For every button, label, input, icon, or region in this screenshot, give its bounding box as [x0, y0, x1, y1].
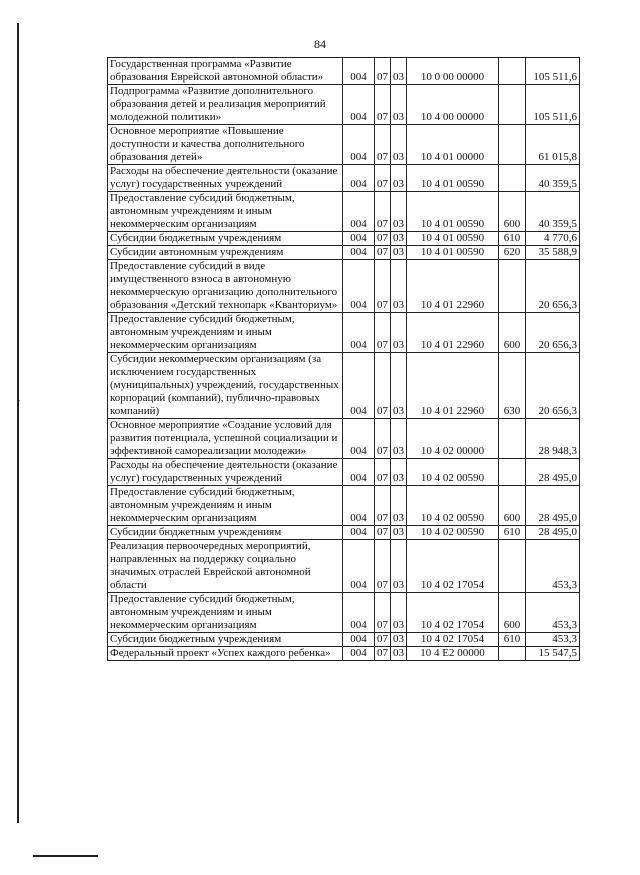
amount: 61 015,8 — [526, 125, 580, 165]
amount: 453,3 — [526, 593, 580, 633]
row-name: Предоставление субсидий бюджетным, автономным учреждениям и иным некоммерческим организациям — [108, 313, 343, 353]
table-row — [108, 313, 580, 353]
subsection-code: 03 — [391, 486, 407, 526]
table-row — [108, 165, 580, 192]
subsection-code: 03 — [391, 633, 407, 647]
target-article-code: 10 4 01 00000 — [407, 125, 499, 165]
row-name: Субсидии бюджетным учреждениям — [108, 232, 343, 246]
ministry-code: 004 — [343, 165, 375, 192]
expense-type-code: 600 — [499, 313, 526, 353]
amount: 20 656,3 — [526, 353, 580, 419]
target-article-code: 10 4 01 00590 — [407, 246, 499, 260]
target-article-code: 10 4 01 22960 — [407, 260, 499, 313]
ministry-code: 004 — [343, 246, 375, 260]
row-name: Предоставление субсидий бюджетным, автономным учреждениям и иным некоммерческим организациям — [108, 593, 343, 633]
target-article-code: 10 4 01 00590 — [407, 165, 499, 192]
table-row — [108, 232, 580, 246]
row-name: Субсидии бюджетным учреждениям — [108, 633, 343, 647]
amount: 35 588,9 — [526, 246, 580, 260]
ministry-code: 004 — [343, 419, 375, 459]
row-name: Предоставление субсидий в виде имущественного взноса в автономную некоммерческую организацию дополнительного образования «Детский технопарк «Кванториум» — [108, 260, 343, 313]
amount: 40 359,5 — [526, 165, 580, 192]
section-code: 07 — [375, 85, 391, 125]
expense-type-code: 630 — [499, 353, 526, 419]
section-code: 07 — [375, 313, 391, 353]
ministry-code: 004 — [343, 58, 375, 85]
expense-type-code — [499, 260, 526, 313]
ministry-code: 004 — [343, 313, 375, 353]
amount: 15 547,5 — [526, 647, 580, 661]
target-article-code: 10 0 00 00000 — [407, 58, 499, 85]
table-row — [108, 260, 580, 313]
section-code: 07 — [375, 232, 391, 246]
row-name: Основное мероприятие «Повышение доступности и качества дополнительного образования детей» — [108, 125, 343, 165]
expense-type-code: 610 — [499, 526, 526, 540]
target-article-code: 10 4 01 22960 — [407, 313, 499, 353]
section-code: 07 — [375, 419, 391, 459]
table-row — [108, 526, 580, 540]
table-row — [108, 58, 580, 85]
section-code: 07 — [375, 633, 391, 647]
ministry-code: 004 — [343, 459, 375, 486]
amount: 28 495,0 — [526, 526, 580, 540]
section-code: 07 — [375, 58, 391, 85]
row-name: Предоставление субсидий бюджетным, автономным учреждениям и иным некоммерческим организациям — [108, 192, 343, 232]
subsection-code: 03 — [391, 540, 407, 593]
subsection-code: 03 — [391, 58, 407, 85]
amount: 28 948,3 — [526, 419, 580, 459]
ministry-code: 004 — [343, 85, 375, 125]
amount: 105 511,6 — [526, 85, 580, 125]
subsection-code: 03 — [391, 353, 407, 419]
table-row — [108, 419, 580, 459]
expense-type-code: 610 — [499, 633, 526, 647]
target-article-code: 10 4 02 00590 — [407, 459, 499, 486]
target-article-code: 10 4 02 17054 — [407, 593, 499, 633]
table-row — [108, 459, 580, 486]
table-row — [108, 633, 580, 647]
section-code: 07 — [375, 125, 391, 165]
amount: 4 770,6 — [526, 232, 580, 246]
ministry-code: 004 — [343, 633, 375, 647]
section-code: 07 — [375, 192, 391, 232]
table-row — [108, 246, 580, 260]
subsection-code: 03 — [391, 246, 407, 260]
margin-mark: - — [17, 395, 20, 405]
table-row — [108, 192, 580, 232]
target-article-code: 10 4 01 22960 — [407, 353, 499, 419]
subsection-code: 03 — [391, 165, 407, 192]
target-article-code: 10 4 01 00590 — [407, 232, 499, 246]
subsection-code: 03 — [391, 459, 407, 486]
subsection-code: 03 — [391, 313, 407, 353]
budget-table — [107, 57, 580, 661]
row-name: Расходы на обеспечение деятельности (оказание услуг) государственных учреждений — [108, 459, 343, 486]
subsection-code: 03 — [391, 593, 407, 633]
target-article-code: 10 4 02 00590 — [407, 526, 499, 540]
table-row — [108, 647, 580, 661]
table-row — [108, 353, 580, 419]
amount: 20 656,3 — [526, 260, 580, 313]
expense-type-code — [499, 540, 526, 593]
expense-type-code: 620 — [499, 246, 526, 260]
row-name: Реализация первоочередных мероприятий, направленных на поддержку социально значимых отраслей Еврейской автономной области — [108, 540, 343, 593]
row-name: Субсидии автономным учреждениям — [108, 246, 343, 260]
subsection-code: 03 — [391, 260, 407, 313]
table-row — [108, 540, 580, 593]
amount: 105 511,6 — [526, 58, 580, 85]
ministry-code: 004 — [343, 540, 375, 593]
ministry-code: 004 — [343, 486, 375, 526]
ministry-code: 004 — [343, 192, 375, 232]
target-article-code: 10 4 E2 00000 — [407, 647, 499, 661]
section-code: 07 — [375, 353, 391, 419]
ministry-code: 004 — [343, 232, 375, 246]
amount: 20 656,3 — [526, 313, 580, 353]
section-code: 07 — [375, 593, 391, 633]
subsection-code: 03 — [391, 85, 407, 125]
target-article-code: 10 4 02 00590 — [407, 486, 499, 526]
target-article-code: 10 4 01 00590 — [407, 192, 499, 232]
row-name: Расходы на обеспечение деятельности (оказание услуг) государственных учреждений — [108, 165, 343, 192]
expense-type-code — [499, 419, 526, 459]
expense-type-code — [499, 125, 526, 165]
footnote-rule — [33, 855, 98, 857]
expense-type-code: 600 — [499, 486, 526, 526]
expense-type-code — [499, 459, 526, 486]
expense-type-code: 600 — [499, 192, 526, 232]
section-code: 07 — [375, 260, 391, 313]
amount: 28 495,0 — [526, 459, 580, 486]
expense-type-code — [499, 58, 526, 85]
amount: 28 495,0 — [526, 486, 580, 526]
expense-type-code: 610 — [499, 232, 526, 246]
table-row — [108, 486, 580, 526]
row-name: Подпрограмма «Развитие дополнительного образования детей и реализация мероприятий молодежной политики» — [108, 85, 343, 125]
ministry-code: 004 — [343, 526, 375, 540]
subsection-code: 03 — [391, 419, 407, 459]
ministry-code: 004 — [343, 353, 375, 419]
section-code: 07 — [375, 526, 391, 540]
amount: 453,3 — [526, 540, 580, 593]
ministry-code: 004 — [343, 647, 375, 661]
table-row — [108, 125, 580, 165]
table-row — [108, 593, 580, 633]
expense-type-code — [499, 647, 526, 661]
subsection-code: 03 — [391, 192, 407, 232]
table-row — [108, 85, 580, 125]
subsection-code: 03 — [391, 125, 407, 165]
ministry-code: 004 — [343, 593, 375, 633]
row-name: Основное мероприятие «Создание условий для развития потенциала, успешной социализации и эффективной самореализации молодежи» — [108, 419, 343, 459]
row-name: Предоставление субсидий бюджетным, автономным учреждениям и иным некоммерческим организациям — [108, 486, 343, 526]
section-code: 07 — [375, 486, 391, 526]
target-article-code: 10 4 00 00000 — [407, 85, 499, 125]
row-name: Государственная программа «Развитие образования Еврейской автономной области» — [108, 58, 343, 85]
page-number: 84 — [314, 37, 326, 51]
left-margin-rule — [17, 23, 19, 823]
target-article-code: 10 4 02 17054 — [407, 633, 499, 647]
target-article-code: 10 4 02 17054 — [407, 540, 499, 593]
row-name: Субсидии бюджетным учреждениям — [108, 526, 343, 540]
target-article-code: 10 4 02 00000 — [407, 419, 499, 459]
section-code: 07 — [375, 647, 391, 661]
ministry-code: 004 — [343, 125, 375, 165]
subsection-code: 03 — [391, 232, 407, 246]
row-name: Федеральный проект «Успех каждого ребенка» — [108, 647, 343, 661]
section-code: 07 — [375, 165, 391, 192]
expense-type-code: 600 — [499, 593, 526, 633]
expense-type-code — [499, 85, 526, 125]
amount: 40 359,5 — [526, 192, 580, 232]
expense-type-code — [499, 165, 526, 192]
section-code: 07 — [375, 246, 391, 260]
subsection-code: 03 — [391, 526, 407, 540]
ministry-code: 004 — [343, 260, 375, 313]
subsection-code: 03 — [391, 647, 407, 661]
section-code: 07 — [375, 540, 391, 593]
row-name: Субсидии некоммерческим организациям (за исключением государственных (муниципальных) учреждений, государственных корпораций (компаний), публично-правовых компаний) — [108, 353, 343, 419]
amount: 453,3 — [526, 633, 580, 647]
section-code: 07 — [375, 459, 391, 486]
